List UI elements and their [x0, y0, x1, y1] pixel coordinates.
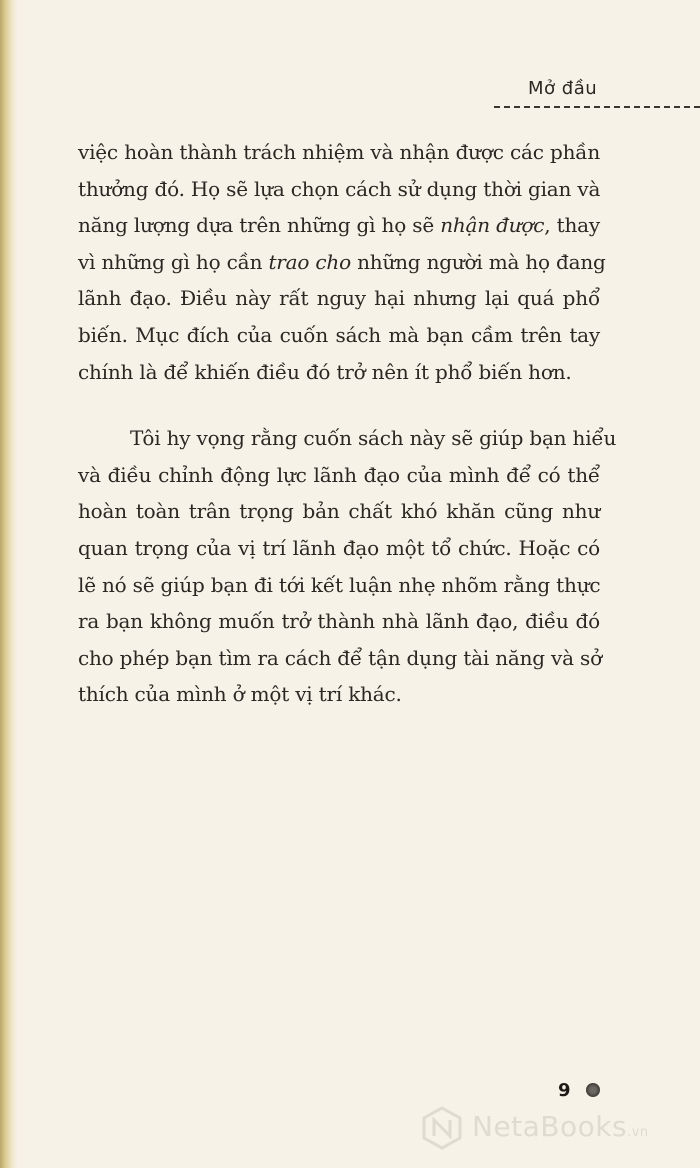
- text-line: chính là để khiến điều đó trở nên ít phổ biến hơn.: [78, 359, 572, 384]
- text-line: hoàn toàn trân trọng bản chất khó khăn cũng như: [78, 499, 600, 524]
- paragraph-2: [78, 420, 617, 713]
- text-line: lẽ nó sẽ giúp bạn đi tới kết luận nhẹ nhõm rằng thực: [78, 572, 601, 597]
- text-line: quan trọng của vị trí lãnh đạo một tổ chức. Hoặc có: [78, 535, 600, 560]
- text-line: thích của mình ở một vị trí khác.: [78, 682, 402, 707]
- text-line: lãnh đạo. Điều này rất nguy hại nhưng lại quá phổ: [78, 286, 600, 311]
- text-line: biến. Mục đích của cuốn sách mà bạn cầm trên tay: [78, 322, 600, 347]
- book-spine-edge: [0, 0, 18, 1168]
- text-line: ra bạn không muốn trở thành nhà lãnh đạo, điều đó: [78, 609, 600, 634]
- netabooks-logo-icon: [420, 1106, 464, 1150]
- emphasis-text: trao cho: [268, 249, 351, 274]
- paragraph-1: [78, 134, 606, 390]
- text-line: việc hoàn thành trách nhiệm và nhận được các phần: [78, 140, 600, 164]
- page-number: 9: [558, 1080, 571, 1101]
- watermark-brand: NetaBooks: [472, 1110, 628, 1143]
- chapter-title: Mở đầu: [528, 78, 598, 99]
- text-line: Tôi hy vọng rằng cuốn sách này sẽ giúp bạn hiểu: [130, 426, 617, 451]
- text-line: và điều chỉnh động lực lãnh đạo của mình để có thể: [78, 462, 600, 487]
- watermark-text: [472, 1110, 649, 1143]
- text-line: vì những gì họ cần trao cho những người mà họ đang: [78, 249, 606, 274]
- text-line: thưởng đó. Họ sẽ lựa chọn cách sử dụng thời gian và: [78, 176, 601, 201]
- page-ornament-icon: [586, 1083, 600, 1097]
- emphasis-text: nhận được: [440, 213, 545, 238]
- text-line: năng lượng dựa trên những gì họ sẽ nhận được, thay: [78, 213, 600, 238]
- watermark-suffix: .vn: [627, 1125, 649, 1140]
- body-text: [78, 134, 617, 713]
- watermark: [420, 1104, 700, 1156]
- text-line: cho phép bạn tìm ra cách để tận dụng tài năng và sở: [78, 645, 602, 670]
- running-header: [494, 76, 700, 108]
